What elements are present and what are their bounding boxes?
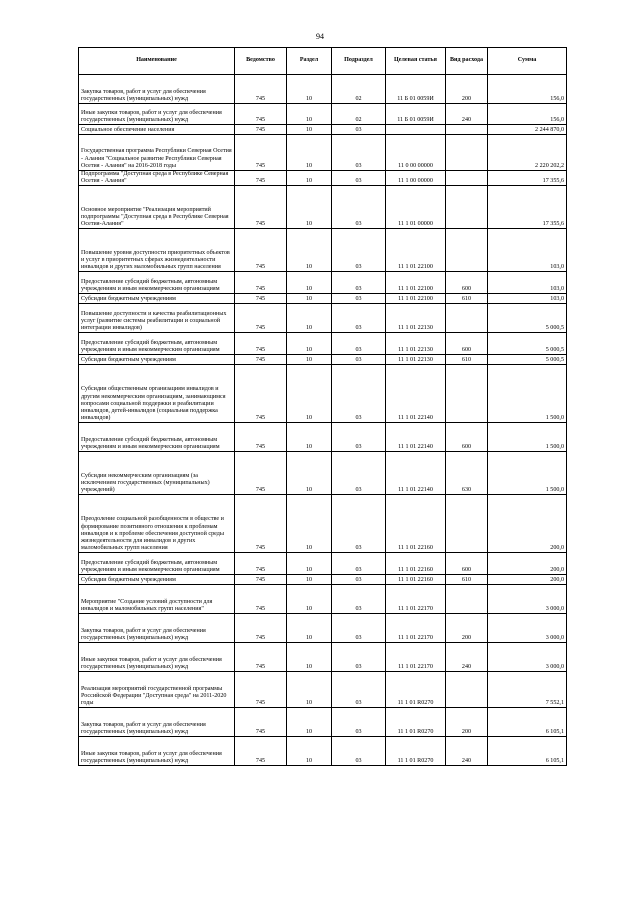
row-ved: 745 bbox=[235, 614, 287, 643]
row-razdel: 10 bbox=[287, 333, 332, 355]
header-ved: Ведомство bbox=[235, 48, 287, 75]
row-podrazdel: 03 bbox=[332, 708, 386, 737]
table-row bbox=[79, 104, 567, 125]
row-name: Предоставление субсидий бюджетным, автономным учреждениям и иным некоммерческим организациям bbox=[79, 272, 235, 294]
row-podrazdel: 03 bbox=[332, 304, 386, 333]
row-sum: 103,0 bbox=[488, 229, 567, 272]
row-target: 11 1 01 22130 bbox=[386, 333, 446, 355]
row-target: 11 1 01 R0270 bbox=[386, 737, 446, 766]
row-ved: 745 bbox=[235, 104, 287, 125]
row-podrazdel: 03 bbox=[332, 553, 386, 575]
row-razdel: 10 bbox=[287, 125, 332, 135]
table-row bbox=[79, 171, 567, 186]
table-row bbox=[79, 272, 567, 294]
table-row bbox=[79, 75, 567, 104]
row-podrazdel: 03 bbox=[332, 575, 386, 585]
row-podrazdel: 03 bbox=[332, 135, 386, 171]
table-row bbox=[79, 229, 567, 272]
table-row bbox=[79, 452, 567, 495]
table-row bbox=[79, 672, 567, 708]
row-sum: 6 105,1 bbox=[488, 737, 567, 766]
row-expense-type: 200 bbox=[446, 75, 488, 104]
table-row bbox=[79, 575, 567, 585]
row-sum: 200,0 bbox=[488, 553, 567, 575]
row-razdel: 10 bbox=[287, 104, 332, 125]
table-row bbox=[79, 365, 567, 423]
row-name: Преодоление социальной разобщенности в обществе и формирование позитивного отношения к проблемам инвалидов и к проблеме обеспечения доступной среды жизнедеятельности для инвалидов и других маломобильных групп населения bbox=[79, 495, 235, 553]
row-name: Подпрограмма "Доступная среда в Республике Северная Осетия - Алания" bbox=[79, 171, 235, 186]
row-razdel: 10 bbox=[287, 135, 332, 171]
table-row bbox=[79, 614, 567, 643]
row-expense-type: 200 bbox=[446, 708, 488, 737]
row-expense-type: 600 bbox=[446, 272, 488, 294]
row-target: 11 Б 01 0059И bbox=[386, 104, 446, 125]
row-target: 11 1 01 22130 bbox=[386, 355, 446, 365]
row-podrazdel: 03 bbox=[332, 186, 386, 229]
row-expense-type: 200 bbox=[446, 614, 488, 643]
row-podrazdel: 03 bbox=[332, 294, 386, 304]
row-sum: 7 552,1 bbox=[488, 672, 567, 708]
row-expense-type: 630 bbox=[446, 452, 488, 495]
row-expense-type bbox=[446, 672, 488, 708]
row-sum: 3 000,0 bbox=[488, 614, 567, 643]
row-podrazdel: 03 bbox=[332, 272, 386, 294]
row-name: Субсидии бюджетным учреждениям bbox=[79, 355, 235, 365]
table-row bbox=[79, 643, 567, 672]
row-expense-type bbox=[446, 229, 488, 272]
row-name: Субсидии некоммерческим организациям (за исключением государственных (муниципальных) учреждений) bbox=[79, 452, 235, 495]
row-ved: 745 bbox=[235, 186, 287, 229]
row-sum: 1 500,0 bbox=[488, 365, 567, 423]
row-name: Основное мероприятие "Реализация мероприятий подпрограммы "Доступная среда в Республике Северная Осетия-Алания" bbox=[79, 186, 235, 229]
row-name: Иные закупки товаров, работ и услуг для обеспечения государственных (муниципальных) нужд bbox=[79, 643, 235, 672]
row-name: Закупка товаров, работ и услуг для обеспечения государственных (муниципальных) нужд bbox=[79, 614, 235, 643]
row-expense-type: 610 bbox=[446, 294, 488, 304]
budget-table bbox=[78, 47, 567, 766]
row-ved: 745 bbox=[235, 355, 287, 365]
table-row bbox=[79, 135, 567, 171]
header-name: Наименование bbox=[79, 48, 235, 75]
row-razdel: 10 bbox=[287, 294, 332, 304]
row-target: 11 1 01 R0270 bbox=[386, 672, 446, 708]
row-sum: 2 244 870,0 bbox=[488, 125, 567, 135]
table-row bbox=[79, 125, 567, 135]
table-row bbox=[79, 585, 567, 614]
row-podrazdel: 03 bbox=[332, 495, 386, 553]
row-name: Предоставление субсидий бюджетным, автономным учреждениям и иным некоммерческим организациям bbox=[79, 333, 235, 355]
row-name: Предоставление субсидий бюджетным, автономным учреждениям и иным некоммерческим организациям bbox=[79, 423, 235, 452]
row-podrazdel: 03 bbox=[332, 125, 386, 135]
row-podrazdel: 03 bbox=[332, 423, 386, 452]
row-name: Повышение доступности и качества реабилитационных услуг (развитие системы реабилитации и социальной интеграции инвалидов) bbox=[79, 304, 235, 333]
row-razdel: 10 bbox=[287, 272, 332, 294]
table-row bbox=[79, 294, 567, 304]
row-ved: 745 bbox=[235, 672, 287, 708]
row-podrazdel: 03 bbox=[332, 365, 386, 423]
row-razdel: 10 bbox=[287, 495, 332, 553]
row-razdel: 10 bbox=[287, 355, 332, 365]
table-row bbox=[79, 708, 567, 737]
row-sum: 156,0 bbox=[488, 104, 567, 125]
row-target: 11 1 01 22100 bbox=[386, 294, 446, 304]
row-target: 11 1 01 R0270 bbox=[386, 708, 446, 737]
row-target: 11 1 01 22140 bbox=[386, 365, 446, 423]
header-target: Целевая статья bbox=[386, 48, 446, 75]
row-ved: 745 bbox=[235, 452, 287, 495]
row-expense-type bbox=[446, 171, 488, 186]
row-podrazdel: 02 bbox=[332, 104, 386, 125]
row-target: 11 1 01 22100 bbox=[386, 272, 446, 294]
row-name: Субсидии бюджетным учреждениям bbox=[79, 294, 235, 304]
row-ved: 745 bbox=[235, 125, 287, 135]
table-row bbox=[79, 355, 567, 365]
row-ved: 745 bbox=[235, 171, 287, 186]
row-name: Закупка товаров, работ и услуг для обеспечения государственных (муниципальных) нужд bbox=[79, 708, 235, 737]
row-ved: 745 bbox=[235, 272, 287, 294]
row-razdel: 10 bbox=[287, 365, 332, 423]
row-sum: 3 000,0 bbox=[488, 585, 567, 614]
row-podrazdel: 03 bbox=[332, 585, 386, 614]
row-name: Предоставление субсидий бюджетным, автономным учреждениям и иным некоммерческим организациям bbox=[79, 553, 235, 575]
row-podrazdel: 03 bbox=[332, 229, 386, 272]
row-name: Реализация мероприятий государственной программы Российской Федерации "Доступная среда" на 2011-2020 годы bbox=[79, 672, 235, 708]
row-target: 11 1 01 22170 bbox=[386, 614, 446, 643]
row-razdel: 10 bbox=[287, 229, 332, 272]
row-name: Закупка товаров, работ и услуг для обеспечения государственных (муниципальных) нужд bbox=[79, 75, 235, 104]
header-row bbox=[79, 48, 567, 75]
row-razdel: 10 bbox=[287, 614, 332, 643]
row-sum: 156,0 bbox=[488, 75, 567, 104]
row-razdel: 10 bbox=[287, 575, 332, 585]
row-ved: 745 bbox=[235, 585, 287, 614]
row-ved: 745 bbox=[235, 495, 287, 553]
row-expense-type: 600 bbox=[446, 553, 488, 575]
row-target: 11 1 01 22160 bbox=[386, 575, 446, 585]
row-expense-type bbox=[446, 585, 488, 614]
row-razdel: 10 bbox=[287, 708, 332, 737]
row-sum: 17 355,6 bbox=[488, 171, 567, 186]
row-target: 11 Б 01 0059И bbox=[386, 75, 446, 104]
row-name: Повышение уровня доступности приоритетных объектов и услуг в приоритетных сферах жизнедеятельности инвалидов и других маломобильных групп населения bbox=[79, 229, 235, 272]
row-razdel: 10 bbox=[287, 186, 332, 229]
row-expense-type bbox=[446, 495, 488, 553]
row-sum: 6 105,1 bbox=[488, 708, 567, 737]
header-podrazdel: Подраздел bbox=[332, 48, 386, 75]
row-razdel: 10 bbox=[287, 585, 332, 614]
row-expense-type: 240 bbox=[446, 104, 488, 125]
row-podrazdel: 02 bbox=[332, 75, 386, 104]
table-row bbox=[79, 333, 567, 355]
row-ved: 745 bbox=[235, 333, 287, 355]
row-sum: 1 500,0 bbox=[488, 452, 567, 495]
row-expense-type: 610 bbox=[446, 355, 488, 365]
row-target bbox=[386, 125, 446, 135]
row-razdel: 10 bbox=[287, 643, 332, 672]
row-ved: 745 bbox=[235, 575, 287, 585]
row-expense-type: 240 bbox=[446, 643, 488, 672]
row-target: 11 0 00 00000 bbox=[386, 135, 446, 171]
row-expense-type bbox=[446, 135, 488, 171]
header-razdel: Раздел bbox=[287, 48, 332, 75]
row-expense-type: 600 bbox=[446, 333, 488, 355]
row-name: Субсидии общественным организациям инвалидов и другим некоммерческим организациям, занимающимся вопросами социальной поддержки и реабилитации инвалидов, детей-инвалидов (социальная поддержка инвалидов) bbox=[79, 365, 235, 423]
row-expense-type: 600 bbox=[446, 423, 488, 452]
row-target: 11 1 01 22160 bbox=[386, 495, 446, 553]
row-razdel: 10 bbox=[287, 423, 332, 452]
row-razdel: 10 bbox=[287, 737, 332, 766]
row-podrazdel: 03 bbox=[332, 614, 386, 643]
row-name: Иные закупки товаров, работ и услуг для обеспечения государственных (муниципальных) нужд bbox=[79, 737, 235, 766]
row-target: 11 1 01 22160 bbox=[386, 553, 446, 575]
row-target: 11 1 01 22130 bbox=[386, 304, 446, 333]
row-podrazdel: 03 bbox=[332, 171, 386, 186]
row-sum: 5 000,5 bbox=[488, 304, 567, 333]
row-sum: 103,0 bbox=[488, 294, 567, 304]
row-name: Государственная программа Республики Северная Осетия - Алания "Социальное развитие Республики Северная Осетия - Алания" на 2016-2018 годы bbox=[79, 135, 235, 171]
row-razdel: 10 bbox=[287, 452, 332, 495]
table-row bbox=[79, 495, 567, 553]
row-name: Мероприятие "Создание условий доступности для инвалидов и маломобильных групп населения" bbox=[79, 585, 235, 614]
row-expense-type bbox=[446, 304, 488, 333]
row-expense-type bbox=[446, 186, 488, 229]
row-target: 11 1 00 00000 bbox=[386, 171, 446, 186]
row-ved: 745 bbox=[235, 304, 287, 333]
row-razdel: 10 bbox=[287, 75, 332, 104]
row-expense-type: 610 bbox=[446, 575, 488, 585]
page-number: 94 bbox=[316, 32, 324, 41]
row-razdel: 10 bbox=[287, 672, 332, 708]
row-razdel: 10 bbox=[287, 553, 332, 575]
row-ved: 745 bbox=[235, 135, 287, 171]
row-target: 11 1 01 22100 bbox=[386, 229, 446, 272]
row-sum: 1 500,0 bbox=[488, 423, 567, 452]
row-expense-type: 240 bbox=[446, 737, 488, 766]
row-target: 11 1 01 22140 bbox=[386, 423, 446, 452]
row-podrazdel: 03 bbox=[332, 452, 386, 495]
row-podrazdel: 03 bbox=[332, 737, 386, 766]
row-name: Иные закупки товаров, работ и услуг для обеспечения государственных (муниципальных) нужд bbox=[79, 104, 235, 125]
row-ved: 745 bbox=[235, 708, 287, 737]
table-row bbox=[79, 186, 567, 229]
row-podrazdel: 03 bbox=[332, 333, 386, 355]
row-sum: 17 355,6 bbox=[488, 186, 567, 229]
row-sum: 2 220 202,2 bbox=[488, 135, 567, 171]
row-razdel: 10 bbox=[287, 171, 332, 186]
header-expense-type: Вид расхода bbox=[446, 48, 488, 75]
table-row bbox=[79, 737, 567, 766]
table-row bbox=[79, 423, 567, 452]
table-header bbox=[79, 48, 567, 75]
row-ved: 745 bbox=[235, 229, 287, 272]
row-ved: 745 bbox=[235, 423, 287, 452]
table-body bbox=[79, 75, 567, 766]
row-ved: 745 bbox=[235, 365, 287, 423]
row-podrazdel: 03 bbox=[332, 355, 386, 365]
header-sum: Сумма bbox=[488, 48, 567, 75]
row-target: 11 1 01 22140 bbox=[386, 452, 446, 495]
row-target: 11 1 01 22170 bbox=[386, 585, 446, 614]
row-target: 11 1 01 00000 bbox=[386, 186, 446, 229]
row-target: 11 1 01 22170 bbox=[386, 643, 446, 672]
row-name: Социальное обеспечение населения bbox=[79, 125, 235, 135]
row-sum: 103,0 bbox=[488, 272, 567, 294]
row-ved: 745 bbox=[235, 294, 287, 304]
row-ved: 745 bbox=[235, 643, 287, 672]
row-sum: 200,0 bbox=[488, 575, 567, 585]
row-ved: 745 bbox=[235, 737, 287, 766]
row-sum: 5 000,5 bbox=[488, 333, 567, 355]
row-podrazdel: 03 bbox=[332, 672, 386, 708]
row-razdel: 10 bbox=[287, 304, 332, 333]
row-sum: 3 000,0 bbox=[488, 643, 567, 672]
row-ved: 745 bbox=[235, 75, 287, 104]
row-expense-type bbox=[446, 365, 488, 423]
table-row bbox=[79, 553, 567, 575]
row-sum: 5 000,5 bbox=[488, 355, 567, 365]
row-name: Субсидии бюджетным учреждениям bbox=[79, 575, 235, 585]
row-ved: 745 bbox=[235, 553, 287, 575]
row-sum: 200,0 bbox=[488, 495, 567, 553]
row-podrazdel: 03 bbox=[332, 643, 386, 672]
table-row bbox=[79, 304, 567, 333]
row-expense-type bbox=[446, 125, 488, 135]
